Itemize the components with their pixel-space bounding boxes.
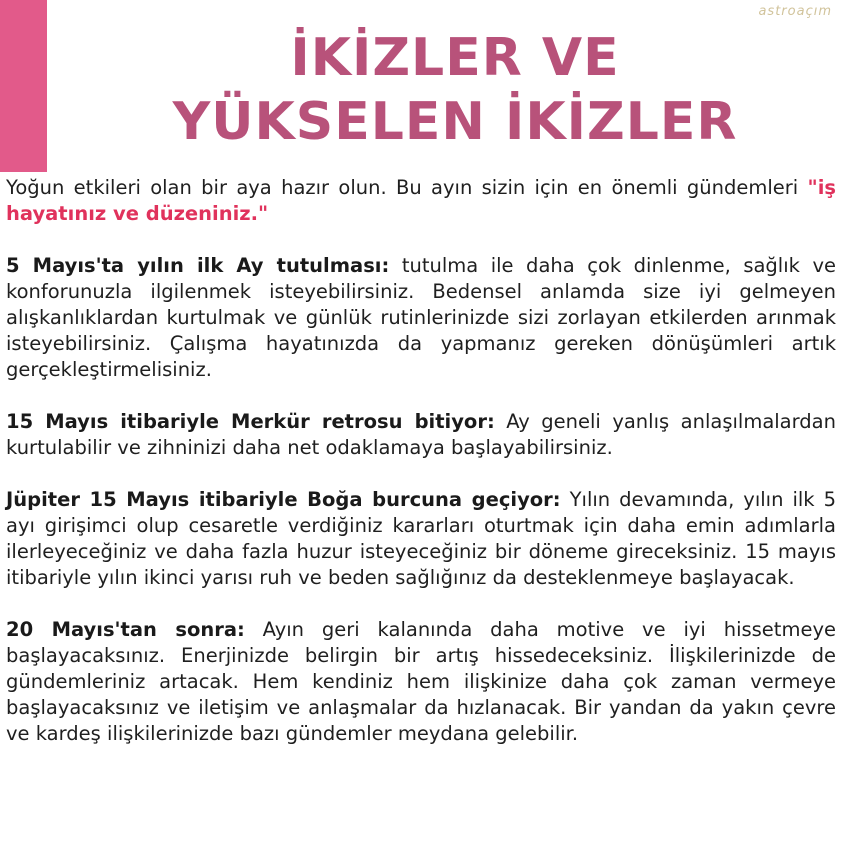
section-heading: 20 Mayıs'tan sonra: <box>6 618 245 641</box>
accent-bar <box>0 0 47 172</box>
section-text: Yılın devamında, yılın ilk 5 ayı girişimci olup cesaretle verdiğiniz kararları oturtmak için daha emin adımlarla ilerleyeceğiniz ve daha fazla huzur isteyeceğiniz bir döneme gireceksiniz. 15 mayıs itibariyle yılın ikinci yarısı ruh ve beden sağlığınız da desteklenmeye başlayacak. <box>6 488 836 589</box>
section-paragraph <box>6 409 836 461</box>
section-paragraph <box>6 253 836 383</box>
watermark: astroaçım <box>758 4 832 19</box>
section-heading: 15 Mayıs itibariyle Merkür retrosu bitiyor: <box>6 410 495 433</box>
section-heading: 5 Mayıs'ta yılın ilk Ay tutulması: <box>6 254 390 277</box>
title-line-1: İKİZLER VE <box>290 28 620 88</box>
section-text: tutulma ile daha çok dinlenme, sağlık ve konforunuzla ilgilenmek isteyebilirsiniz. Bedensel anlamda size iyi gelmeyen alışkanlıklardan kurtulmak ve günlük rutinlerinizde sizi zorlayan etkilerden arınmak isteyebilirsiniz. Çalışma hayatınızda da yapmanız gereken dönüşümleri artık gerçekleştirmelisiniz. <box>6 254 836 381</box>
section-paragraph <box>6 617 836 747</box>
title-line-2: YÜKSELEN İKİZLER <box>172 92 738 152</box>
intro-highlight: "iş hayatınız ve düzeniniz." <box>6 176 836 225</box>
section-text: Ay geneli yanlış anlaşılmalardan kurtulabilir ve zihninizi daha net odaklamaya başlayabilirsiniz. <box>6 410 836 459</box>
section-paragraph <box>6 487 836 591</box>
page-title <box>60 26 850 154</box>
intro-paragraph <box>6 175 836 227</box>
section-text: Ayın geri kalanında daha motive ve iyi hissetmeye başlayacaksınız. Enerjinizde belirgin bir artış hissedeceksiniz. İlişkilerinizde de gündemleriniz artacak. Hem kendiniz hem ilişkinize daha çok zaman vermeye başlayacaksınız ve iletişim ve anlaşmalar da hızlanacak. Bir yandan da yakın çevre ve kardeş ilişkilerinizde bazı gündemler meydana gelebilir. <box>6 618 836 745</box>
horoscope-content <box>6 175 836 773</box>
section-heading: Jüpiter 15 Mayıs itibariyle Boğa burcuna geçiyor: <box>6 488 561 511</box>
intro-text: Yoğun etkileri olan bir aya hazır olun. Bu ayın sizin için en önemli gündemleri <box>6 176 808 199</box>
